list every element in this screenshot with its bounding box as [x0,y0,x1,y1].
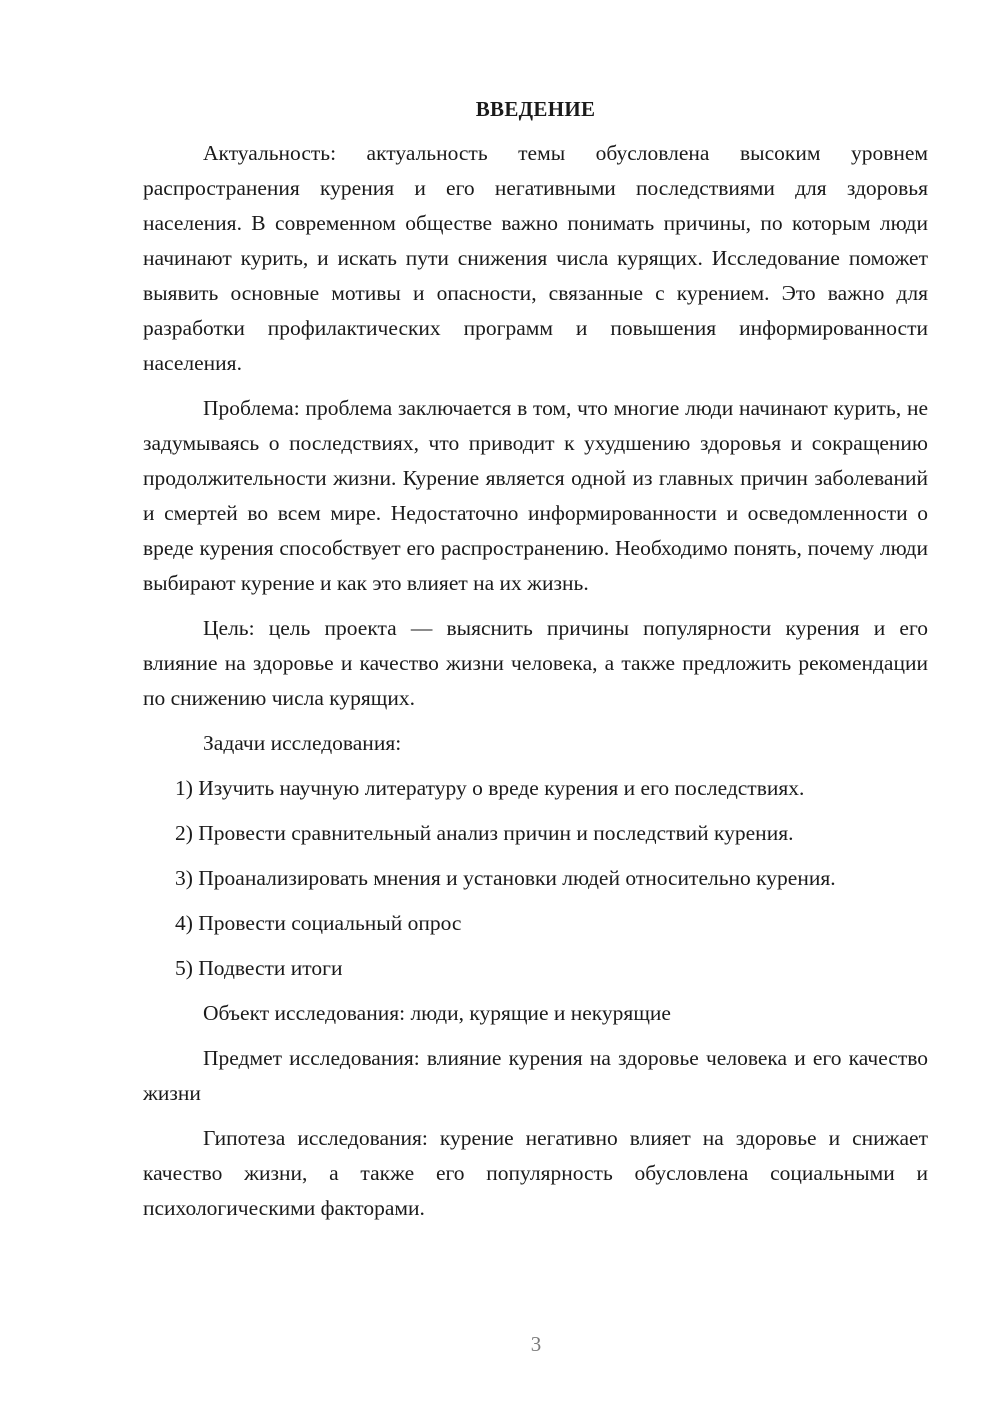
object-paragraph: Объект исследования: люди, курящие и некурящие [203,1001,671,1025]
relevance-paragraph: Актуальность: актуальность темы обусловлена высоким уровнем распространения курения и его негативными последствиями для здоровья населения. В современном обществе важно понимать причины, по которым люди начинают курить, и искать пути снижения числа курящих. Исследование поможет выявить основные мотивы и опасности, связанные с курением. Это важно для разработки профилактических программ и повышения информированности населения. [143,141,928,375]
task-item-2: 2) Провести сравнительный анализ причин и последствий курения. [175,821,794,845]
task-item-1: 1) Изучить научную литературу о вреде курения и его последствиях. [175,776,805,800]
document-body [143,92,928,1236]
subject-paragraph: Предмет исследования: влияние курения на здоровье человека и его качество жизни [143,1046,928,1105]
task-item-5: 5) Подвести итоги [175,956,343,980]
task-item-3: 3) Проанализировать мнения и установки людей относительно курения. [175,866,836,890]
problem-paragraph: Проблема: проблема заключается в том, что многие люди начинают курить, не задумываясь о последствиях, что приводит к ухудшению здоровья и сокращению продолжительности жизни. Курение является одной из главных причин заболеваний и смертей во всем мире. Недостаточно информированности и осведомленности о вреде курения способствует его распространению. Необходимо понять, почему люди выбирают курение и как это влияет на их жизнь. [143,396,928,595]
hypothesis-paragraph: Гипотеза исследования: курение негативно влияет на здоровье и снижает качество жизни, а также его популярность обусловлена социальными и психологическими факторами. [143,1126,928,1220]
page-title: ВВЕДЕНИЕ [475,97,596,121]
goal-paragraph: Цель: цель проекта — выяснить причины популярности курения и его влияние на здоровье и качество жизни человека, а также предложить рекомендации по снижению числа курящих. [143,616,928,710]
page-number: 3 [530,1332,542,1356]
tasks-heading: Задачи исследования: [203,731,402,755]
task-item-4: 4) Провести социальный опрос [175,911,462,935]
